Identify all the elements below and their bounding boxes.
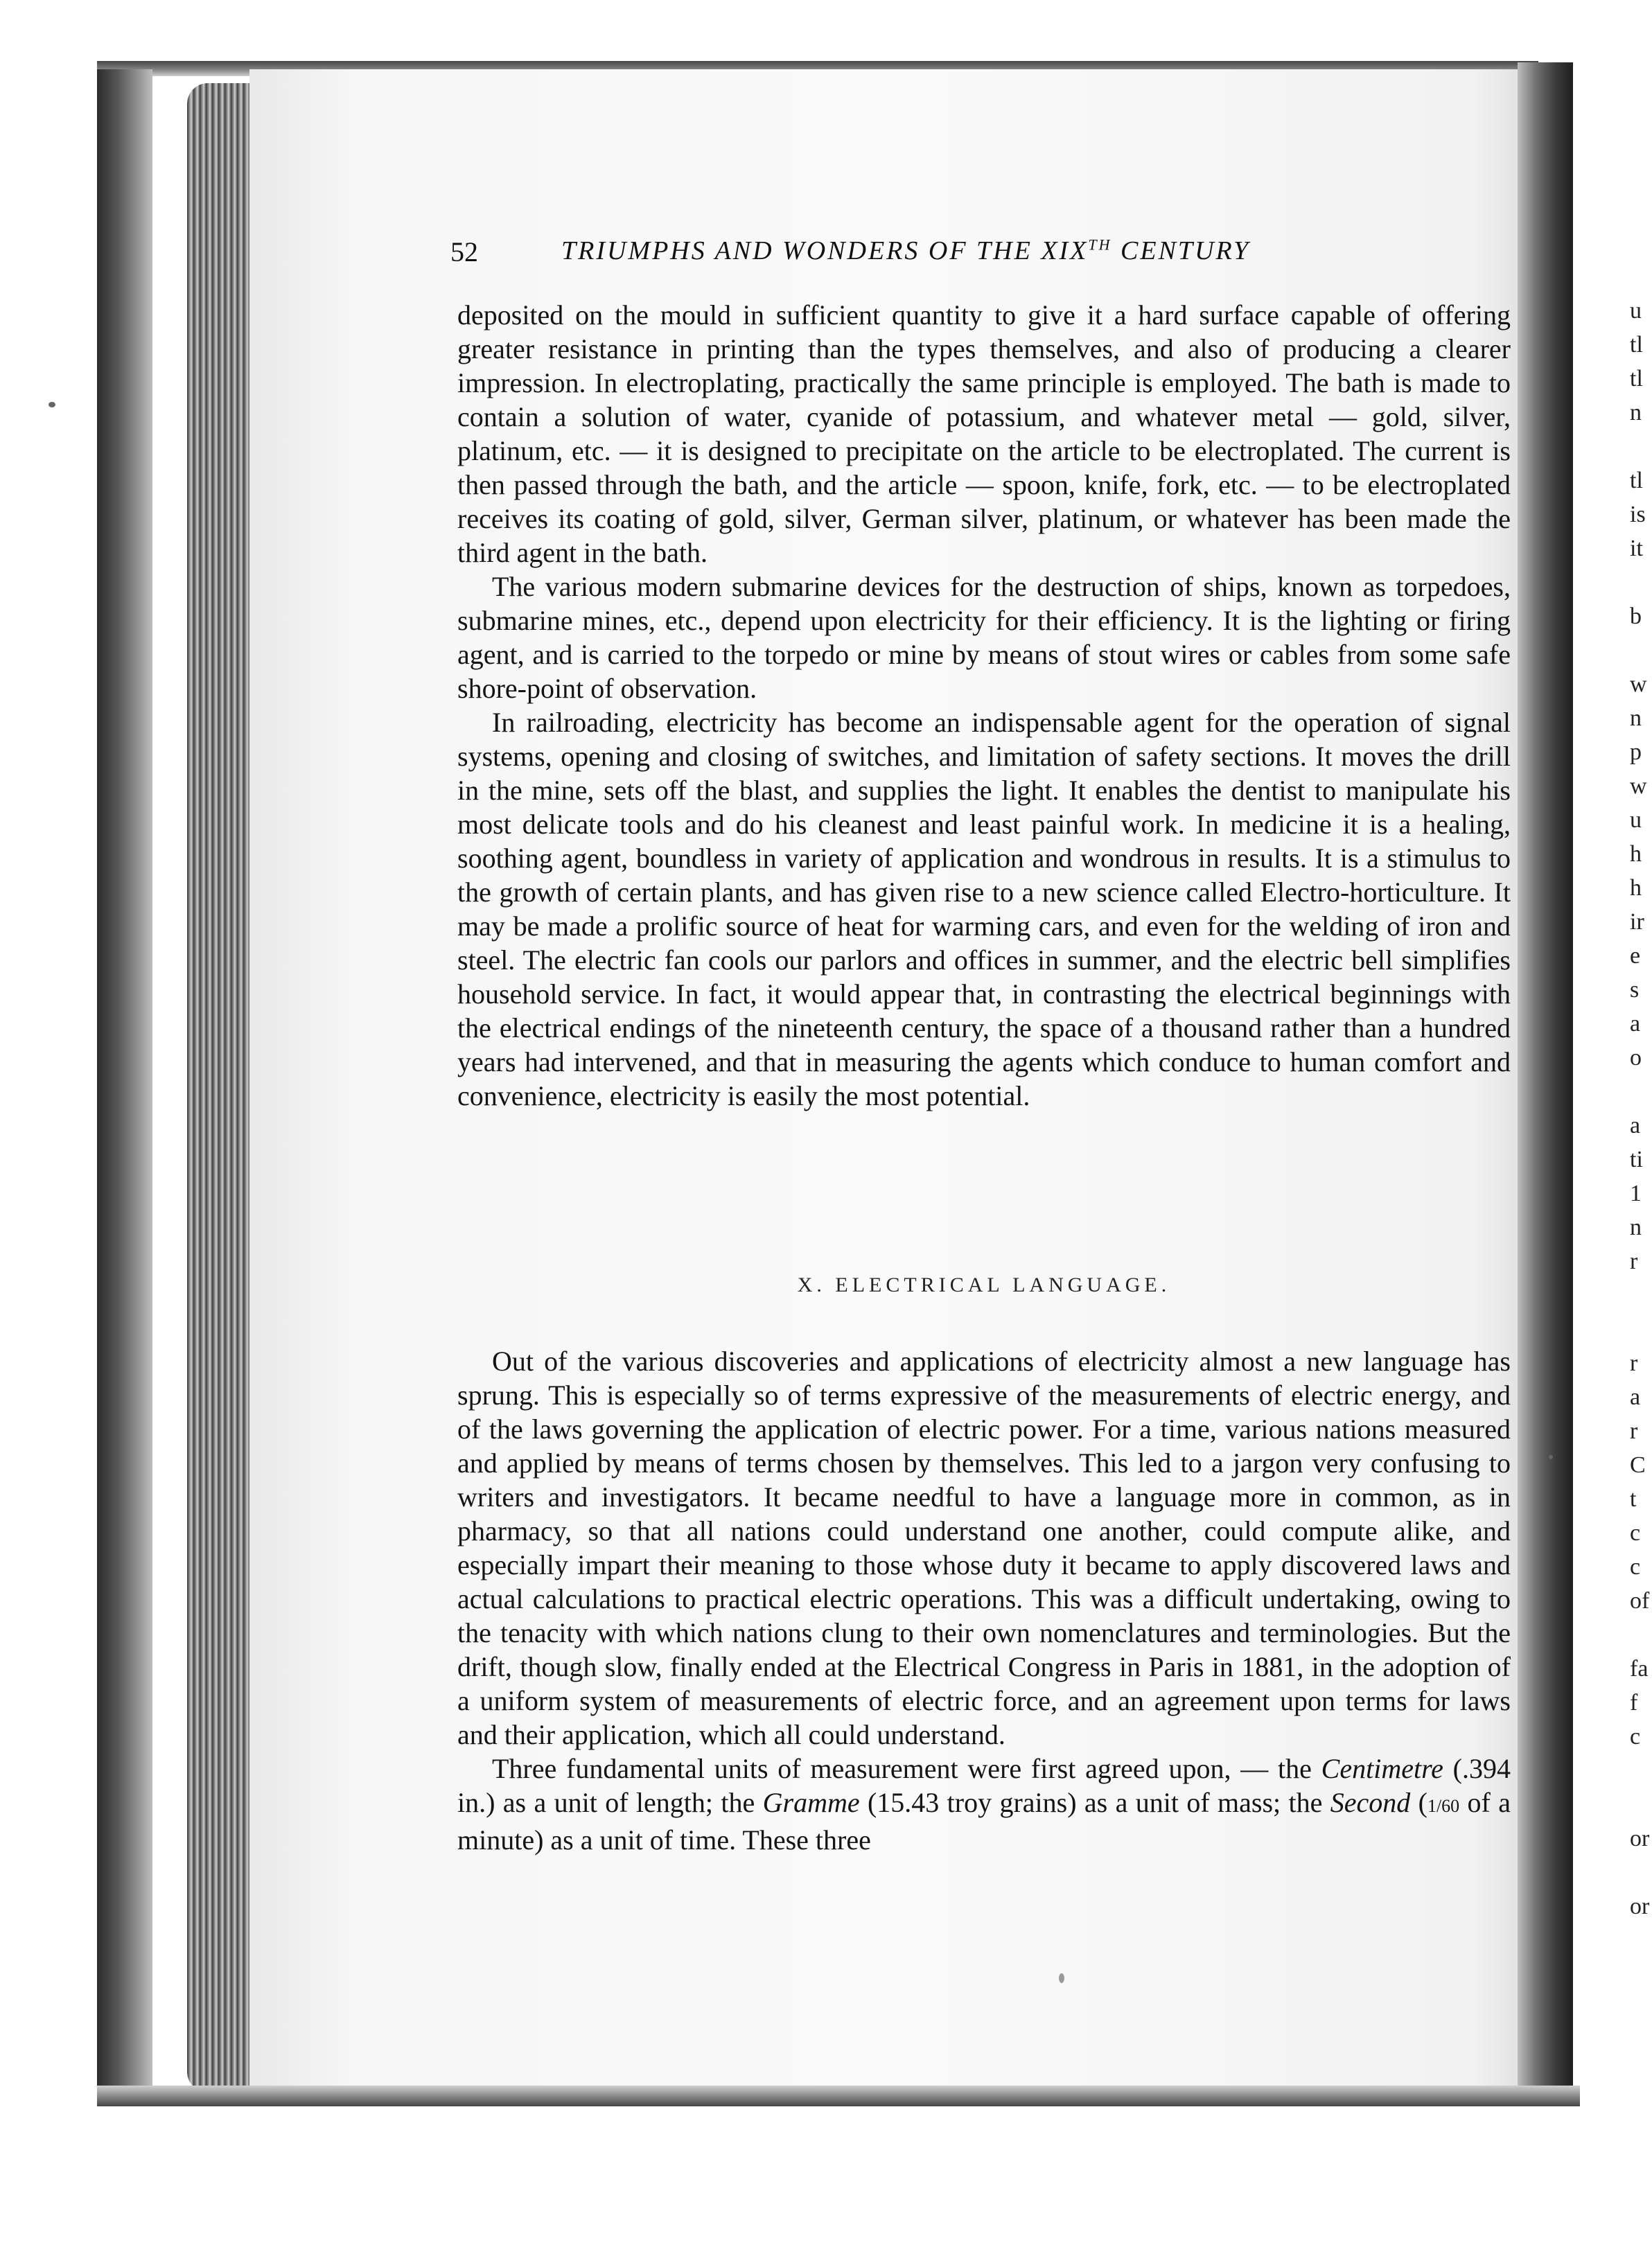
body-text-top (457, 298, 1511, 1113)
running-title: TRIUMPHS AND WONDERS OF THE XIXTH CENTURY (561, 236, 1251, 265)
term-second: Second (1330, 1787, 1411, 1818)
fraction: 1/60 (1427, 1796, 1460, 1816)
paragraph-fundamental-units: Three fundamental units of measurement were first agreed upon, — the Centimetre (.394 in.) as a unit of length; the Gramme (15.43 troy grains) as a unit of mass; the Second (1/60 of a minute) as a unit of time. These three (457, 1753, 1511, 1856)
scan-speck (1059, 1973, 1064, 1983)
scan-speck (1549, 1455, 1553, 1459)
gutter-shadow (1518, 62, 1573, 2099)
body-text-bottom (457, 1344, 1511, 1857)
term-gramme: Gramme (762, 1787, 860, 1818)
paragraph-railroading: In railroading, electricity has become an indispensable agent for the operation of signal systems, opening and closing of switches, and limitation of safety sections. It moves the drill in the mine, sets off the blast, and supplies the light. It enables the dentist to manipulate his most delicate tools and do his cleanest and least painful work. In medicine it is a healing, soothing agent, boundless in variety of application and wondrous in results. It is a stimulus to the growth of certain plants, and has given rise to a new science called Electro-horticulture. It may be made a prolific source of heat for warming cars, and even for the welding of iron and steel. The electric fan cools our parlors and offices in summer, and the electric bell simplifies household service. In fact, it would appear that, in contrasting the electrical beginnings with the electrical endings of the nineteenth century, the space of a thousand rather than a hundred years had intervened, and that in measuring the agents which conduce to human comfort and convenience, electricity is easily the most potential. (457, 707, 1511, 1111)
book-spine-shadow (97, 69, 152, 2106)
term-centimetre: Centimetre (1321, 1753, 1443, 1784)
facing-page-fragments: u tl tl n tl is it b w n p w u h h ir e s a o a ti 1 n r r a r C t c c of fa f c or or (1630, 298, 1650, 1919)
paragraph-submarine-devices: The various modern submarine devices for the destruction of ships, known as torpedoes, submarine mines, etc., depend upon electricity for their efficiency. It is the lighting or firing agent, and is carried to the torpedo or mine by means of stout wires or cables from some safe shore-point of observation. (457, 571, 1511, 704)
section-heading: X. ELECTRICAL LANGUAGE. (797, 1274, 1171, 1296)
scan-speck (49, 402, 55, 407)
paragraph-electrical-language: Out of the various discoveries and applications of electricity almost a new language has sprung. This is especially so of terms expressive of the measurements of electric energy, and of the laws governing the application of electric power. For a time, various nations measured and applied by means of terms chosen by themselves. This led to a jargon very confusing to writers and investigators. It became needful to have a language more in common, as in pharmacy, so that all nations could understand one another, could compute alike, and especially impart their meaning to those whose duty it became to apply discovered laws and actual calculations to practical electric operations. This was a difficult undertaking, owing to the tenacity with which nations clung to their own nomenclatures and terminologies. But the drift, though slow, finally ended at the Electrical Congress in Paris in 1881, in the adoption of a uniform system of measurements of electric force, and an agreement upon terms for laws and their application, which all could understand. (457, 1346, 1511, 1750)
paragraph-electroplating: deposited on the mould in sufficient quantity to give it a hard surface capable of offering greater resistance in printing than the types themselves, and also of producing a clearer impression. In electroplating, practically the same principle is employed. The bath is made to contain a solution of water, cyanide of potassium, and whatever metal — gold, silver, platinum, etc. — it is designed to precipitate on the article to be electroplated. The current is then passed through the bath, and the article — spoon, knife, fork, etc. — to be electroplated receives its coating of gold, silver, German silver, platinum, or whatever has been made the third agent in the bath. (457, 299, 1511, 568)
book-bottom-edge (97, 2086, 1580, 2106)
page-number: 52 (450, 236, 478, 267)
page-header (450, 236, 1421, 277)
